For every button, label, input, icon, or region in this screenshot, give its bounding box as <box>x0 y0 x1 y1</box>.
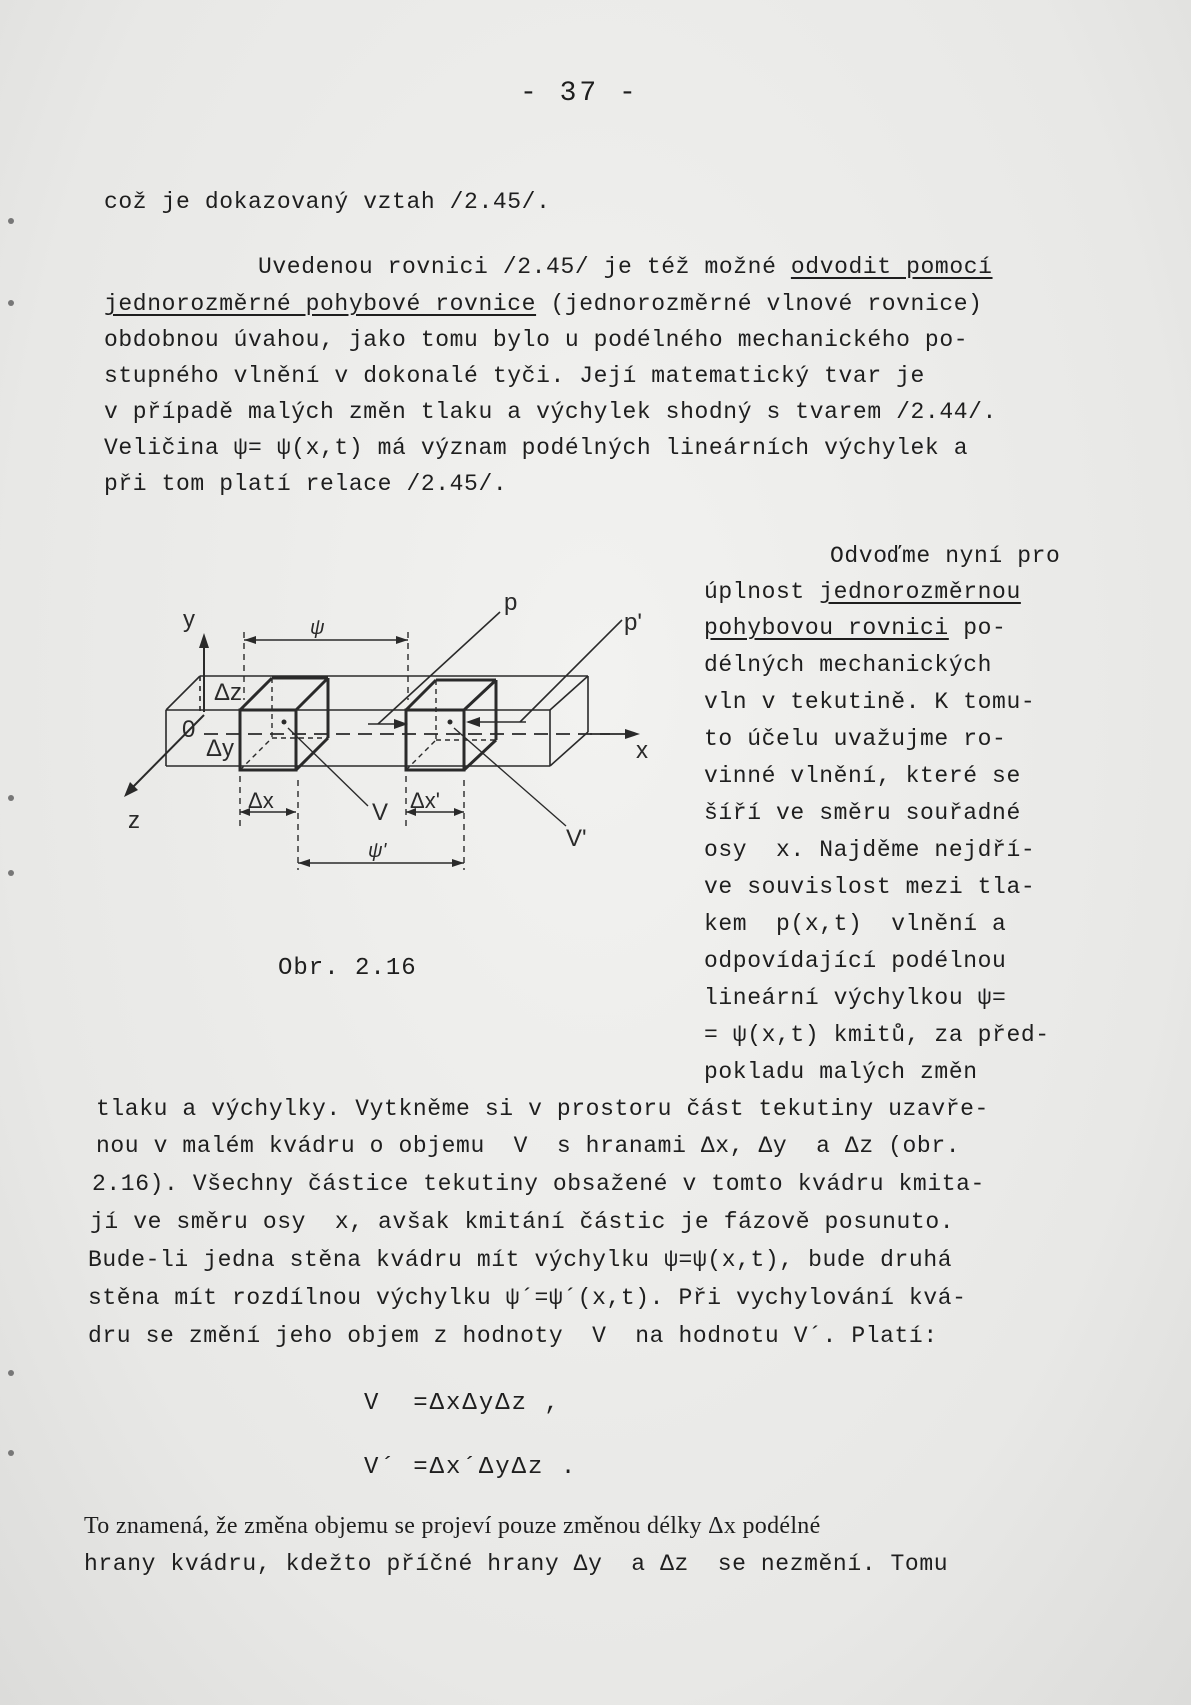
binder-hole <box>8 870 14 876</box>
text-line: délných mechanických <box>704 652 993 678</box>
pressure-p-prime-line <box>520 620 622 722</box>
text-span: po- <box>948 615 1007 641</box>
arrow-icon <box>298 859 310 867</box>
text-line: jí ve směru osy x, avšak kmitání částic je fázově posunuto. <box>90 1209 955 1235</box>
text-line: stupného vlnění v dokonalé tyči. Její matematický tvar je <box>104 363 925 389</box>
text-line: odpovídající podélnou <box>704 948 1007 974</box>
text-span: Uvedenou rovnici /2.45/ je též možné <box>258 254 791 280</box>
text-line: vinné vlnění, které se <box>704 763 1021 789</box>
text-line: stěna mít rozdílnou výchylku ψ´=ψ´(x,t). Při vychylování kvá- <box>88 1285 967 1311</box>
pressure-arrow-icon <box>466 717 480 727</box>
label-psi: ψ <box>310 617 325 639</box>
center-point <box>282 720 287 725</box>
text-line: Odvoďme nyní pro <box>830 543 1061 569</box>
text-line: hrany kvádru, kdežto příčné hrany Δy a Δz se nezmění. Tomu <box>84 1551 949 1577</box>
text-line: = ψ(x,t) kmitů, za před- <box>704 1022 1050 1048</box>
text-line: tlaku a výchylky. Vytkněme si v prostoru část tekutiny uzavře- <box>96 1096 989 1122</box>
text-line: kem p(x,t) vlnění a <box>704 911 1007 937</box>
text-line: nou v malém kvádru o objemu V s hranami Δx, Δy a Δz (obr. <box>96 1133 961 1159</box>
label-dx: Δx <box>248 788 274 813</box>
label-x: x <box>636 737 648 764</box>
underlined-text: odvodit pomocí <box>790 254 993 280</box>
label-dz: Δz <box>214 679 243 706</box>
text-line: ve souvislost mezi tla- <box>704 874 1036 900</box>
center-point <box>448 720 453 725</box>
text-line: To znamená, že změna objemu se projeví pouze změnou délky Δx podélné <box>84 1513 821 1539</box>
text-line: obdobnou úvahou, jako tomu bylo u podélného mechanického po- <box>104 327 969 353</box>
label-v-prime: V' <box>566 825 587 852</box>
arrow-icon <box>244 636 256 644</box>
text-span: úplnost <box>704 579 820 605</box>
label-origin: 0 <box>182 716 196 743</box>
label-z: z <box>128 807 140 834</box>
text-line: pokladu malých změn <box>704 1059 978 1085</box>
text-line: dru se změní jeho objem z hodnoty V na hodnotu V´. Platí: <box>88 1323 938 1349</box>
text-line: což je dokazovaný vztah /2.45/. <box>104 189 551 215</box>
text-line: při tom platí relace /2.45/. <box>104 471 508 497</box>
text-span: (jednorozměrné vlnové rovnice) <box>536 291 983 317</box>
label-y: y <box>183 606 195 633</box>
text-line: lineární výchylkou ψ= <box>704 985 1007 1011</box>
equation-v: V =ΔxΔyΔz , <box>364 1390 561 1417</box>
pressure-p-line <box>378 612 500 724</box>
text-line: 2.16). Všechny částice tekutiny obsažené v tomto kvádru kmita- <box>92 1171 985 1197</box>
equation-v-prime: V´ =Δx´ΔyΔz . <box>364 1454 578 1481</box>
text-line: osy x. Najděme nejdří- <box>704 837 1036 863</box>
y-axis-arrow-icon <box>199 633 209 648</box>
binder-hole <box>8 300 14 306</box>
label-p-prime: p' <box>624 609 642 636</box>
label-p: p <box>504 589 518 616</box>
text-line: vln v tekutině. K tomu- <box>704 689 1036 715</box>
text-line: to účelu uvažujme ro- <box>704 726 1007 752</box>
figure-caption: Obr. 2.16 <box>278 955 417 982</box>
arrow-icon <box>452 859 464 867</box>
underlined-text: pohybovou rovnici <box>704 615 949 641</box>
underlined-text: jednorozměrnou <box>819 579 1021 605</box>
binder-hole <box>8 218 14 224</box>
page-number: - 37 - <box>520 78 639 109</box>
label-psi-prime: ψ' <box>368 840 387 862</box>
binder-hole <box>8 795 14 801</box>
label-dx-prime: Δx' <box>410 788 440 813</box>
arrow-icon <box>454 808 464 816</box>
arrow-icon <box>286 808 296 816</box>
label-dy: Δy <box>206 735 235 762</box>
binder-hole <box>8 1450 14 1456</box>
label-v: V <box>372 799 389 826</box>
text-line: v případě malých změn tlaku a výchylek shodný s tvarem /2.44/. <box>104 399 997 425</box>
binder-hole <box>8 1370 14 1376</box>
text-line: Bude-li jedna stěna kvádru mít výchylku ψ=ψ(x,t), bude druhá <box>88 1247 953 1273</box>
text-line: šíří ve směru souřadné <box>704 800 1021 826</box>
underlined-text: jednorozměrné pohybové rovnice <box>104 291 537 317</box>
arrow-icon <box>396 636 408 644</box>
text-line: Veličina ψ= ψ(x,t) má význam podélných lineárních výchylek a <box>104 435 969 461</box>
